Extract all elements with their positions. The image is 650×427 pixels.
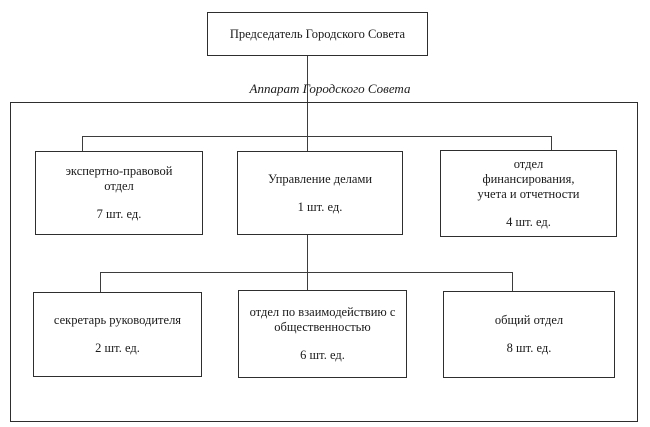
staff-count: 1 шт. ед. (297, 199, 343, 214)
group-label-apparatus: Аппарат Городского Совета (249, 81, 411, 96)
staff-count: 7 шт. ед. (96, 207, 142, 221)
org-node-administration-department (237, 151, 403, 235)
org-node-public-relations-department (238, 290, 407, 378)
org-node-title: Управление делами (267, 171, 373, 186)
staff-count: 2 шт. ед. (95, 341, 140, 355)
org-node-title: секретарь руководителя (53, 313, 182, 327)
staff-count: 6 шт. ед. (300, 348, 345, 362)
org-node-chairman-label: Председатель Городского Совета (229, 26, 406, 41)
org-node-chairman (207, 12, 428, 56)
org-node-secretary (33, 292, 202, 377)
org-node-title: отдел финансирования, учета и отчетности (477, 157, 580, 201)
org-node-title: экспертно-правовой отдел (65, 164, 173, 193)
org-node-general-department (443, 291, 615, 378)
org-node-title: отдел по взаимодействию с общественностью (249, 305, 396, 334)
staff-count: 8 шт. ед. (506, 341, 552, 355)
org-node-title: общий отдел (494, 313, 564, 327)
staff-count: 4 шт. ед. (506, 215, 551, 229)
org-node-expert-legal-department (35, 151, 203, 235)
org-node-finance-accounting-department (440, 150, 617, 237)
